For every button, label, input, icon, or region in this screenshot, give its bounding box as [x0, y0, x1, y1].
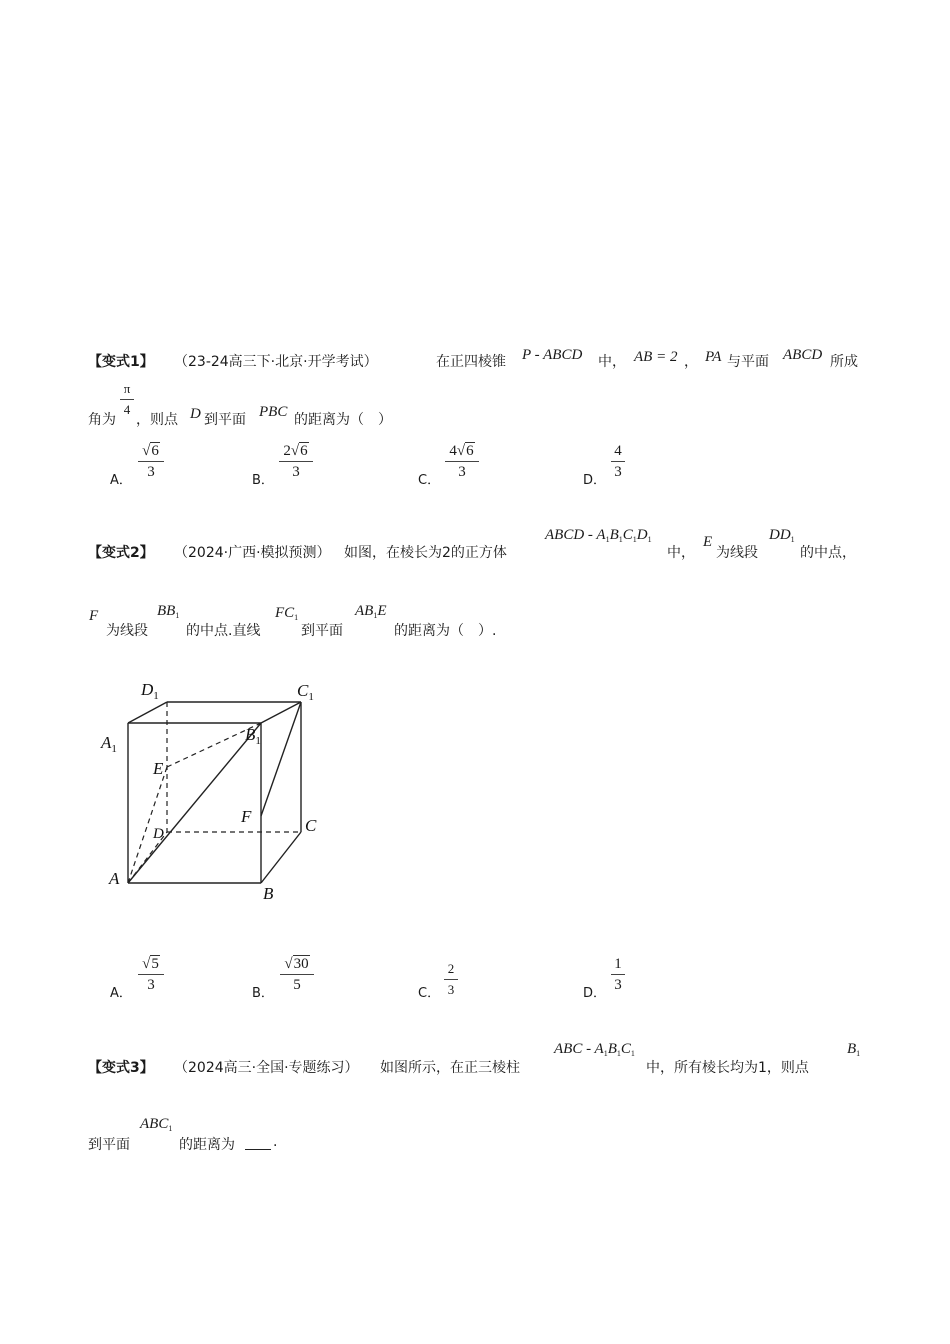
q2-fc: FC — [275, 605, 295, 621]
q1-text-f: 角为 — [88, 412, 116, 428]
q3-text-e: . — [273, 1134, 278, 1150]
label-c1: $C_1$ — [297, 681, 314, 703]
q2-math-cube — [545, 527, 652, 544]
q2-ab-sub: 1 — [373, 611, 378, 620]
label-f: F — [241, 807, 252, 826]
q3-b-sub: 1 — [856, 1049, 861, 1058]
q2-option-a-value[interactable]: √5 3 — [138, 955, 164, 994]
q1-text-h: 到平面 — [204, 412, 246, 428]
q3-prism-a: ABC - A — [554, 1041, 604, 1057]
label-d1: $D_1$ — [141, 680, 159, 702]
q2-text-c: 为线段 — [716, 545, 758, 561]
q1-source: （23-24高三下·北京·开学考试） — [174, 354, 378, 370]
q2-opt-b-den: 5 — [293, 977, 301, 993]
q2-fc-sub: 1 — [294, 613, 299, 622]
q2-option-d-label[interactable]: D． — [583, 986, 607, 1001]
q2-option-d-value[interactable] — [611, 955, 625, 994]
q1-option-d-value[interactable] — [611, 442, 625, 481]
q2-sub-c: 1 — [632, 535, 637, 544]
q3-prism-c: C — [620, 1041, 631, 1057]
q3-math-b1 — [847, 1041, 860, 1058]
q1-angle-fraction — [120, 380, 134, 419]
q2-bb-sub: 1 — [175, 611, 180, 620]
q1-math-d: D — [190, 406, 201, 422]
q2-opt-b-rad: 30 — [293, 956, 309, 972]
q2-cube-c: C — [622, 527, 633, 543]
q3-text-b: 中，所有棱长均为1，则点 — [646, 1060, 809, 1076]
q2-opt-c-num: 2 — [447, 961, 455, 976]
q2-text-b: 中， — [667, 545, 695, 561]
q1-option-c-value[interactable]: 4√6 3 — [445, 442, 479, 481]
q1-opt-a-rad: 6 — [151, 443, 159, 459]
q3-sub-b: 1 — [616, 1049, 621, 1058]
label-b1: $B_1$ — [245, 725, 261, 747]
q1-angle-den: 4 — [123, 402, 131, 417]
q3-source: （2024高三·全国·专题练习） — [174, 1060, 359, 1076]
edge-a1-d1 — [128, 702, 167, 723]
q1-math-pbc: PBC — [259, 404, 288, 420]
q1-opt-c-den: 3 — [458, 464, 466, 480]
q2-text-a: 如图，在棱长为2的正方体 — [344, 545, 507, 561]
edge-a-b1 — [128, 723, 261, 883]
q1-text-d: 与平面 — [727, 354, 769, 370]
q3-math-prism — [554, 1041, 635, 1058]
label-b: B — [263, 884, 274, 903]
q2-opt-d-den: 3 — [614, 977, 622, 993]
q2-ab: AB — [355, 603, 374, 619]
q1-text-c: ， — [684, 354, 698, 370]
q2-option-a-label[interactable]: A． — [110, 986, 132, 1001]
q3-math-abc1 — [140, 1116, 172, 1133]
q1-option-b-label[interactable]: B． — [252, 473, 274, 488]
q1-option-a-value[interactable]: √6 3 — [138, 442, 164, 481]
q1-math-ab: AB = 2 — [634, 349, 678, 365]
q1-angle-num: π — [123, 381, 131, 396]
q1-opt-c-rad: 6 — [466, 443, 474, 459]
q1-opt-d-den: 3 — [614, 464, 622, 480]
q1-text-a: 在正四棱锥 — [436, 354, 506, 370]
q1-opt-b-coef: 2 — [283, 443, 291, 459]
q2-math-dd1 — [769, 527, 795, 544]
q2-cube-figure — [95, 675, 335, 905]
q2-opt-a-den: 3 — [147, 977, 155, 993]
q2-math-bb1 — [157, 603, 179, 620]
q2-source: （2024·广西·模拟预测） — [174, 545, 331, 561]
q2-opt-d-num: 1 — [614, 956, 622, 972]
q2-cube-d: D — [636, 527, 648, 543]
q3-sub-a: 1 — [603, 1049, 608, 1058]
q2-option-b-value[interactable]: √30 5 — [280, 955, 314, 994]
q2-sub-b: 1 — [618, 535, 623, 544]
q2-option-c-label[interactable]: C． — [418, 986, 441, 1001]
q3-sub-c: 1 — [630, 1049, 635, 1058]
q3-text-d: 的距离为 — [179, 1137, 235, 1153]
q3-tag: 【变式3】 — [88, 1060, 154, 1076]
label-c: C — [305, 816, 317, 835]
edge-b-c — [261, 832, 301, 883]
q1-opt-b-den: 3 — [292, 464, 300, 480]
q2-option-b-label[interactable]: B． — [252, 986, 274, 1001]
q1-tag: 【变式1】 — [88, 354, 154, 370]
q2-dd-sub: 1 — [790, 535, 795, 544]
q2-ab1e-e: E — [377, 603, 387, 619]
q1-math-pabcd: P - ABCD — [522, 347, 583, 363]
q2-opt-a-rad: 5 — [151, 956, 159, 972]
q1-option-b-value[interactable]: 2√6 3 — [279, 442, 313, 481]
q2-text-h: 的距离为（ ）. — [394, 623, 497, 639]
q3-abc: ABC — [140, 1116, 169, 1132]
q1-text-b: 中， — [598, 354, 626, 370]
label-e: E — [153, 759, 164, 778]
q1-option-d-label[interactable]: D． — [583, 473, 607, 488]
q2-opt-c-den: 3 — [447, 982, 455, 997]
q2-text-f: 的中点.直线 — [186, 623, 261, 639]
q3-answer-blank[interactable] — [245, 1148, 271, 1150]
q2-tag: 【变式2】 — [88, 545, 154, 561]
q3-b: B — [847, 1041, 857, 1057]
q2-text-d: 的中点， — [800, 545, 856, 561]
q1-option-c-label[interactable]: C． — [418, 473, 441, 488]
label-a: A — [109, 869, 120, 888]
q2-sub-a: 1 — [605, 535, 610, 544]
q2-sub-d: 1 — [647, 535, 652, 544]
q1-math-abcd: ABCD — [783, 347, 823, 363]
q2-dd: DD — [769, 527, 791, 543]
q2-cube-b: B — [609, 527, 619, 543]
q1-math-pa: PA — [705, 349, 722, 365]
q1-opt-a-den: 3 — [147, 464, 155, 480]
q1-opt-b-rad: 6 — [300, 443, 308, 459]
q1-option-a-label[interactable]: A． — [110, 473, 132, 488]
q2-text-e: 为线段 — [106, 623, 148, 639]
q1-opt-c-coef: 4 — [449, 443, 457, 459]
q1-text-i: 的距离为（ ） — [294, 412, 392, 428]
q3-prism-b: B — [607, 1041, 617, 1057]
q1-text-g: ，则点 — [136, 412, 178, 428]
q2-cube-a: ABCD - A — [545, 527, 606, 543]
q2-bb: BB — [157, 603, 176, 619]
q2-math-ab1e — [355, 603, 387, 620]
q3-text-a: 如图所示，在正三棱柱 — [380, 1060, 520, 1076]
q1-opt-d-num: 4 — [614, 443, 622, 459]
q2-math-f: F — [89, 608, 99, 624]
q2-text-g: 到平面 — [301, 623, 343, 639]
label-a1: $A_1$ — [101, 733, 117, 755]
q1-text-e: 所成 — [830, 354, 858, 370]
q3-abc-sub: 1 — [168, 1124, 173, 1133]
edge-a-e-hidden — [128, 767, 167, 883]
label-d: D — [153, 826, 164, 842]
q2-option-c-value[interactable] — [444, 960, 458, 999]
q2-math-fc1 — [275, 605, 298, 622]
q3-text-c: 到平面 — [88, 1137, 130, 1153]
q2-math-e: E — [703, 534, 713, 550]
